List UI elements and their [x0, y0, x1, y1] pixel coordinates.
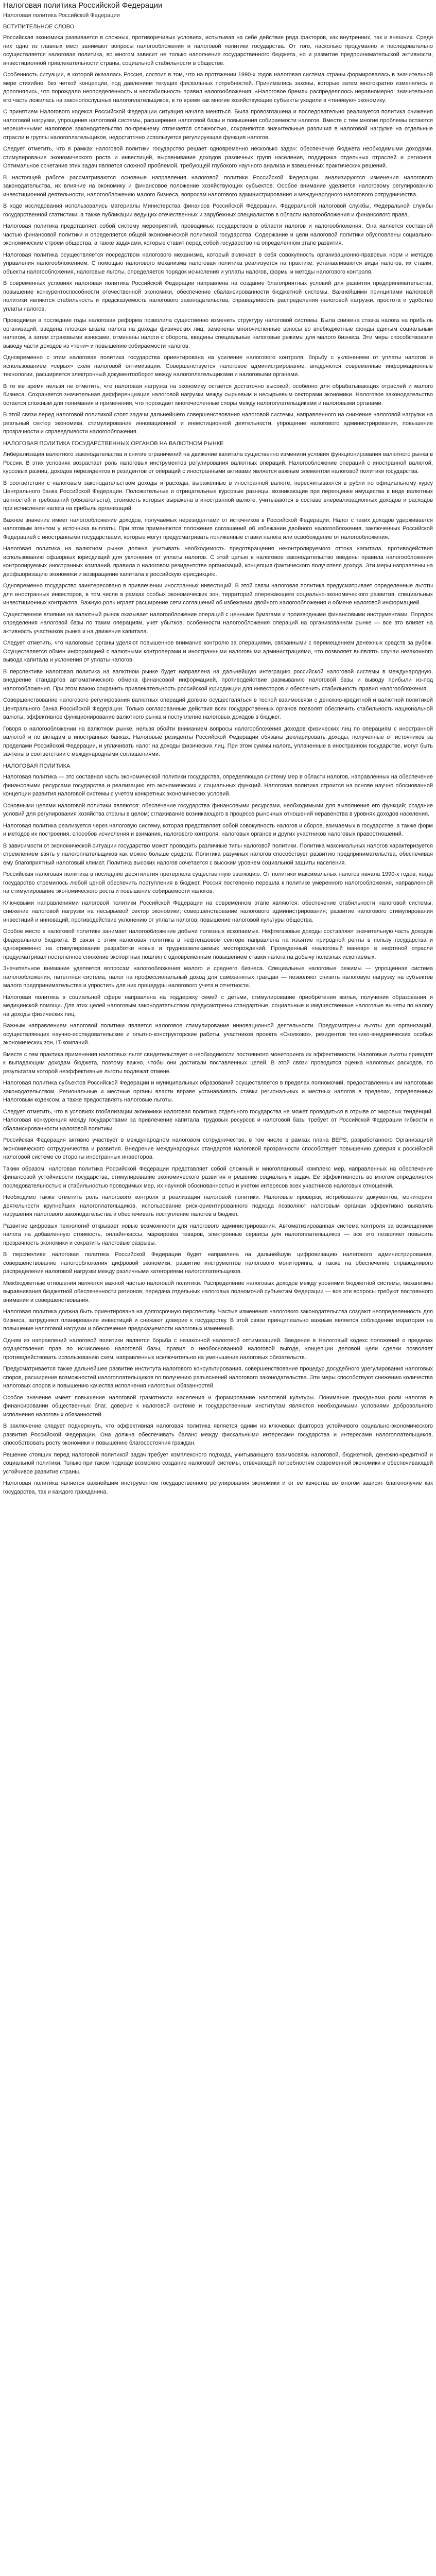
paragraph: Совершенствование налогового регулирования валютных операций должно осуществляться в тесной взаимосвязи с денежно-кредитной и валютной политикой Центрального банка Российской Федерации. Только согласованные действия всех государственных органов позволят обеспечить стабильность национальной валюты, эффективное функционирование валютного рынка и поступление налоговых доходов в бюджет. [3, 697, 433, 720]
paragraph: Предусматривается также дальнейшее развитие института налогового консультирования, совершенствование процедур досудебного урегулирования налоговых споров, расширение возможностей налогоплательщиков по получению разъяснений налогового законодательства. Эти меры способствуют снижению количества налоговых споров и повышению качества исполнения налоговых обязанностей. [3, 1366, 433, 1389]
paragraph: Налоговая политика должна быть ориентирована на долгосрочную перспективу. Частые изменения налогового законодательства создают неопределенность для бизнеса, затрудняют планирование инвестиций и снижают доверие к государству. В этой связи принципиально важным является соблюдение моратория на повышение налоговой нагрузки и обеспечение предсказуемости налоговых изменений. [3, 1309, 433, 1332]
document-body [3, 23, 433, 1497]
paragraph: Важным направлением налоговой политики является налоговое стимулирование инновационной деятельности. Предусмотрены льготы для организаций, осуществляющих научно-исследовательские и опытно-конструкторские работы, участников проекта «Сколково», резидентов технико-внедренческих особых экономических зон, IT-компаний. [3, 1023, 433, 1046]
paragraph: Налоговая политика на валютном рынке должна учитывать необходимость предотвращения неконтролируемого оттока капитала, противодействия использованию офшорных юрисдикций для уклонения от уплаты налогов. С этой целью в налоговое законодательство введены правила налогообложения контролируемых иностранных компаний, правила о налоговом резидентстве организаций, концепция фактического получателя дохода. Эти меры направлены на деофшоризацию экономики и возвращение капитала в российскую юрисдикцию. [3, 546, 433, 578]
paragraph: Следует отметить, что налоговые органы уделяют повышенное внимание контролю за операциями, связанными с перемещением денежных средств за рубеж. Осуществляется обмен информацией с валютными контролерами и иностранными налоговыми администрациями, что позволяет выявлять случаи незаконного вывода капитала и уклонения от уплаты налогов. [3, 640, 433, 663]
paragraph: Ключевыми направлениями налоговой политики Российской Федерации на современном этапе являются: обеспечение стабильности налоговой системы; снижение налоговой нагрузки на несырьевой сектор экономики; совершенствование налогового администрирования; развитие налогового стимулирования инвестиций и инноваций; противодействие уклонению от уплаты налогов; повышение налоговой культуры общества. [3, 900, 433, 923]
paragraph: В то же время нельзя не отметить, что налоговая нагрузка на экономику остается достаточно высокой, особенно для обрабатывающих отраслей и малого бизнеса. Сохраняется значительная дифференциация налоговой нагрузки между сырьевым и несырьевым секторами экономики. Налоговое законодательство остается сложным для понимания и применения, что порождает многочисленные споры между налогоплательщиками и налоговыми органами. [3, 383, 433, 406]
paragraph: В зависимости от экономической ситуации государство может проводить различные типы налоговой политики. Политика максимальных налогов характеризуется стремлением взять у налогоплательщиков как можно больше средств. Политика разумных налогов способствует развитию предпринимательства, обеспечивая ему благоприятный налоговый климат. Политика высоких налогов сочетается с высоким уровнем социальной защиты населения. [3, 842, 433, 866]
paragraph: Значительное внимание уделяется вопросам налогообложения малого и среднего бизнеса. Специальные налоговые режимы — упрощенная система налогообложения, патентная система, налог на профессиональный доход для самозанятых граждан — позволяют снизить налоговую нагрузку на субъектов малого предпринимательства и упростить для них процедуры налогового учета и отчетности. [3, 965, 433, 989]
paragraph: Одновременно государство заинтересовано в привлечении иностранных инвестиций. В этой связи налоговая политика предусматривает определенные льготы для иностранных инвесторов, в том числе в рамках особых экономических зон, территорий опережающего социально-экономического развития, специальных инвестиционных контрактов. Важную роль играет расширение сети соглашений об избежании двойного налогообложения и обмене налоговой информацией. [3, 583, 433, 606]
section-heading: НАЛОГОВАЯ ПОЛИТИКА [3, 762, 71, 769]
paragraph: В заключение следует подчеркнуть, что эффективная налоговая политика является одним из ключевых факторов устойчивого социально-экономического развития Российской Федерации. Она должна обеспечивать баланс между фискальными интересами государства и интересами налогоплательщиков, способствовать росту экономики и повышению благосостояния граждан. [3, 1423, 433, 1446]
paragraph: Существенное влияние на валютный рынок оказывает налогообложение операций с ценными бумагами и производными финансовыми инструментами. Порядок определения налоговой базы по таким операциям, учет убытков, особенности налогообложения операций на организованном рынке — все это влияет на активность участников рынка и на движение капитала. [3, 611, 433, 635]
paragraph: Одновременно с этим налоговая политика государства ориентирована на усиление налогового контроля, борьбу с уклонением от уплаты налогов и использованием «серых» схем налоговой оптимизации. Совершенствуется налоговое администрирование, внедряются современные информационные технологии, расширяется электронный документооборот между налогоплательщиками и налоговыми органами. [3, 354, 433, 378]
paragraph: Налоговая политика субъектов Российской Федерации и муниципальных образований осуществляется в пределах полномочий, предоставленных им налоговым законодательством. Региональные и местные органы власти вправе устанавливать ставки региональных и местных налогов в пределах, определенных Налоговым кодексом, а также предоставлять налоговые льготы. [3, 1080, 433, 1103]
paragraph: В ходе исследования использовались материалы Министерства финансов Российской Федерации, Федеральной налоговой службы, Федеральной службы государственной статистики, а также публикации ведущих отечественных и зарубежных специалистов в области налогообложения и финансового права. [3, 203, 433, 218]
paragraph: Говоря о налогообложении на валютном рынке, нельзя обойти вниманием вопросы налогообложения доходов физических лиц по операциям с иностранной валютой и по вкладам в иностранных банках. Налоговые резиденты Российской Федерации обязаны декларировать доходы, полученные от источников за пределами Российской Федерации, и уплачивать налог на доходы физических лиц. При этом суммы налога, уплаченные в иностранном государстве, могут быть зачтены в соответствии с международными соглашениями. [3, 725, 433, 757]
paragraph: Особое место в налоговой политике занимает налогообложение добычи полезных ископаемых. Нефтегазовые доходы составляют значительную часть доходов федерального бюджета. В связи с этим налоговая политика в нефтегазовом секторе направлена на изъятие природной ренты в пользу государства и одновременно на стимулирование разработки новых и трудноизвлекаемых месторождений. Проведенный «налоговый маневр» в нефтяной отрасли предусматривал постепенное снижение экспортных пошлин с одновременным повышением ставки налога на добычу полезных ископаемых. [3, 928, 433, 960]
paragraph: Следует отметить, что в рамках налоговой политики государство решает одновременно несколько задач: обеспечение бюджета необходимыми доходами, стимулирование экономического роста и инвестиций, выравнивание доходов различных групп населения, поддержка отдельных отраслей и регионов. Оптимальное сочетание этих задач является сложной проблемой, требующей глубокого научного анализа и взвешенных практических решений. [3, 146, 433, 169]
paragraph: Проводимая в последние годы налоговая реформа позволила существенно изменить структуру налоговой системы. Была снижена ставка налога на прибыль организаций, введена плоская шкала налога на доходы физических лиц, заменены многочисленные взносы во внебюджетные фонды единым социальным налогом, а затем страховыми взносами, отменены налоги с оборота, введены специальные налоговые режимы для малого бизнеса. Эти меры способствовали выводу части доходов из «тени» и повышению собираемости налогов. [3, 317, 433, 349]
paragraph: Необходимо также отметить роль налогового контроля в реализации налоговой политики. Налоговые проверки, истребование документов, мониторинг деятельности крупнейших налогоплательщиков, использование риск-ориентированного подхода позволяют налоговым органам эффективно выявлять нарушения налогового законодательства и обеспечивать поступление налогов в бюджет. [3, 1194, 433, 1217]
paragraph: Важное значение имеет налогообложение доходов, получаемых нерезидентами от источников в Российской Федерации. Налог с таких доходов удерживается налоговым агентом у источника выплаты. При этом применяются положения соглашений об избежании двойного налогообложения, заключенных Российской Федерацией с иностранными государствами, которые могут предусматривать пониженные ставки налога или освобождение от налогообложения. [3, 517, 433, 540]
paragraph: Одним из направлений налоговой политики является борьба с незаконной налоговой оптимизацией. Введение в Налоговый кодекс положений о пределах осуществления прав по исчислению налоговой базы, правил о необоснованной налоговой выгоде, концепции деловой цели сделки позволяет противодействовать использованию схем, направленных исключительно на уменьшение налоговых обязательств. [3, 1337, 433, 1361]
paragraph: Налоговая политика является важнейшим инструментом государственного регулирования экономики и от ее качества во многом зависит благополучие как государства, так и каждого гражданина. [3, 1480, 433, 1495]
paragraph: Налоговая политика реализуется через налоговую систему, которая представляет собой совокупность налогов и сборов, взимаемых в государстве, а также форм и методов их построения, способов исчисления и взимания, налогового контроля, налоговых органов и других участников налоговых правоотношений. [3, 822, 433, 837]
document-title: Налоговая политика Российской Федерации [3, 1, 163, 10]
paragraph: Решение стоящих перед налоговой политикой задач требует комплексного подхода, учитывающего взаимосвязь налоговой, бюджетной, денежно-кредитной и социальной политики. Только при таком подходе возможно создание налоговой системы, отвечающей потребностям современной экономики и обеспечивающей устойчивое развитие страны. [3, 1451, 433, 1475]
paragraph: Развитие цифровых технологий открывает новые возможности для налогового администрирования. Автоматизированная система контроля за возмещением налога на добавленную стоимость, онлайн-кассы, маркировка товаров, электронные сервисы для налогоплательщиков — все это позволяет повысить прозрачность экономики и сократить налоговые разрывы. [3, 1223, 433, 1246]
paragraph: В перспективе налоговая политика Российской Федерации будет направлена на дальнейшую цифровизацию налогового администрирования, совершенствование налогообложения цифровой экономики, развитие инструментов налогового мониторинга, а также на обеспечение справедливого распределения налоговой нагрузки между различными категориями налогоплательщиков. [3, 1251, 433, 1275]
paragraph: В соответствии с налоговым законодательством доходы и расходы, выраженные в иностранной валюте, пересчитываются в рубли по официальному курсу Центрального банка Российской Федерации. Положительные и отрицательные курсовые разницы, возникающие при переоценке имущества в виде валютных ценностей и требований (обязательств), стоимость которых выражена в иностранной валюте, учитываются в составе внереализационных доходов и расходов при исчислении налога на прибыль организаций. [3, 480, 433, 512]
paragraph: Следует отметить, что в условиях глобализации экономики налоговая политика отдельного государства не может проводиться в отрыве от мировых тенденций. Налоговая конкуренция между государствами за привлечение капитала, трудовых ресурсов и налоговой базы требует от Российской Федерации гибкости и сбалансированности налоговой политики. [3, 1108, 433, 1132]
paragraph: Налоговая политика в социальной сфере направлена на поддержку семей с детьми, стимулирование приобретения жилья, получения образования и медицинской помощи. Для этих целей налоговым законодательством предусмотрены стандартные, социальные и имущественные налоговые вычеты по налогу на доходы физических лиц. [3, 994, 433, 1018]
paragraph: Налоговая политика осуществляется посредством налогового механизма, который включает в себя совокупность организационно-правовых норм и методов управления налогообложением. С помощью налогового механизма налоговая политика реализуется на практике: устанавливаются виды налогов, их ставки, объекты налогообложения, налоговые льготы, определяется порядок исчисления и уплаты налогов, формы и методы налогового контроля. [3, 251, 433, 275]
paragraph: Вместе с тем практика применения налоговых льгот свидетельствует о необходимости постоянного мониторинга их эффективности. Налоговые льготы приводят к выпадающим доходам бюджета, поэтому важно, чтобы они достигали поставленных целей. В этой связи проводится оценка налоговых расходов, по результатам которой неэффективные льготы подлежат отмене. [3, 1051, 433, 1075]
paragraph: Особое значение имеет повышение налоговой грамотности населения и формирование налоговой культуры. Понимание гражданами роли налогов в финансировании общественных благ, доверие к налоговой системе и государственным институтам являются необходимыми условиями добровольного исполнения налоговых обязанностей. [3, 1394, 433, 1418]
paragraph: Налоговая политика — это составная часть экономической политики государства, определяющая систему мер в области налогов, направленных на обеспечение финансовыми ресурсами государства и реализацию его экономических и социальных функций. Налоговая политика строится на основе научно обоснованной концепции развития налоговой системы с учетом конкретных экономических условий. [3, 774, 433, 797]
paragraph: В настоящей работе рассматриваются основные направления налоговой политики Российской Федерации, анализируются изменения налогового законодательства, их влияние на экономику и финансовое положение хозяйствующих субъектов. Особое внимание уделяется налоговому регулированию инвестиционной деятельности, налогообложению малого бизнеса, вопросам налогового администрирования и международного налогового сотрудничества. [3, 174, 433, 198]
paragraph: С принятием Налогового кодекса Российской Федерации ситуация начала меняться. Была провозглашена и последовательно реализуется политика снижения налоговой нагрузки, упрощения налоговой системы, расширения налоговой базы и повышения собираемости налогов. Вместе с тем многие проблемы остаются нерешенными: налоговое законодательство по-прежнему отличается сложностью, сохраняются значительные различия в налоговой нагрузке на отдельные отрасли и группы налогоплательщиков, недостаточно используется регулирующая функция налогов. [3, 109, 433, 141]
paragraph: В перспективе налоговая политика на валютном рынке будет направлена на дальнейшую интеграцию российской налоговой системы в международную, внедрение стандартов автоматического обмена финансовой информацией, противодействие размыванию налоговой базы и выводу прибыли из-под налогообложения. При этом важно сохранить привлекательность российской юрисдикции для инвесторов и обеспечить стабильность правил налогообложения. [3, 668, 433, 692]
paragraph: В современных условиях налоговая политика Российской Федерации направлена на создание благоприятных условий для развития предпринимательства, повышение конкурентоспособности отечественной экономики, обеспечение сбалансированности бюджетной системы. Важнейшими принципами налоговой политики являются стабильность и предсказуемость налогового законодательства, справедливость распределения налоговой нагрузки, простота и удобство уплаты налогов. [3, 280, 433, 312]
section-heading: НАЛОГОВАЯ ПОЛИТИКА ГОСУДАРСТВЕННЫХ ОРГАНОВ НА ВАЛЮТНОМ РЫНКЕ [3, 440, 224, 447]
paragraph: Российская экономика развивается в сложных, противоречивых условиях, испытывая на себе действие ряда факторов, как внутренних, так и внешних. Среди них одно из главных мест занимают вопросы налогообложения и налоговой политики государства. От того, насколько продуманно и последовательно осуществляется налоговая политика, во многом зависит не только наполнение государственного бюджета, но и развитие предпринимательской активности, инвестиционной привлекательности страны, социальной стабильности в обществе. [3, 35, 433, 66]
paragraph: Налоговая политика представляет собой систему мероприятий, проводимых государством в области налогов и налогообложения. Она является составной частью финансовой политики и определяется общей экономической политикой государства. Содержание и цели налоговой политики обусловлены социально-экономическим строем общества, а также задачами, которые ставит перед собой государство на определенном этапе развития. [3, 223, 433, 246]
document-subtitle: Налоговая политика Российской Федерации [3, 12, 120, 19]
paragraph: Таким образом, налоговая политика Российской Федерации представляет собой сложный и многоплановый комплекс мер, направленных на обеспечение финансовой устойчивости государства, стимулирование экономического развития и решение социальных задач. Ее эффективность во многом определяется последовательностью и стабильностью проводимых мер, их научной обоснованностью и учетом интересов всех участников налоговых отношений. [3, 1165, 433, 1189]
paragraph: Межбюджетные отношения являются важной частью налоговой политики. Распределение налоговых доходов между уровнями бюджетной системы, механизмы выравнивания бюджетной обеспеченности регионов, передача отдельных налоговых полномочий субъектам Федерации — все эти вопросы требуют постоянного внимания и совершенствования. [3, 1280, 433, 1303]
paragraph: Российская Федерация активно участвует в международном налоговом сотрудничестве, в том числе в рамках плана BEPS, разработанного Организацией экономического сотрудничества и развития. Внедрение международных стандартов налоговой прозрачности способствует повышению доверия к российской налоговой системе со стороны иностранных инвесторов. [3, 1137, 433, 1160]
paragraph: Особенность ситуации, в которой оказалась Россия, состоит в том, что на протяжении 1990-х годов налоговая система страны формировалась в значительной мере стихийно, без четкой концепции, под давлением текущих фискальных потребностей. Принимались законы, которые затем многократно изменялись и дополнялись, что порождало неопределенность и нестабильность правил налогообложения. «Налоговое бремя» распределялось неравномерно: значительная его часть ложилась на законопослушных налогоплательщиков, в то время как многие хозяйствующие субъекты уходили в «теневую» экономику. [3, 72, 433, 104]
paragraph: Российская налоговая политика в последние десятилетия претерпела существенную эволюцию. От политики максимальных налогов начала 1990-х годов, когда государство стремилось любой ценой обеспечить поступления в бюджет, Россия постепенно перешла к политике умеренного налогообложения, направленной на стимулирование экономического роста и повышение собираемости налогов. [3, 871, 433, 894]
section-heading: ВСТУПИТЕЛЬНОЕ СЛОВО [3, 23, 75, 30]
paragraph: Основными целями налоговой политики являются: обеспечение государства финансовыми ресурсами, необходимыми для выполнения его функций; создание условий для регулирования хозяйства страны в целом; сглаживание возникающего в процессе рыночных отношений неравенства в уровнях доходов населения. [3, 802, 433, 817]
paragraph: В этой связи перед налоговой политикой стоят задачи дальнейшего совершенствования налоговой системы, направленного на снижение налоговой нагрузки на реальный сектор экономики, стимулирование инновационной и инвестиционной деятельности, упрощение налогового администрирования, повышение прозрачности и справедливости налогообложения. [3, 412, 433, 435]
paragraph: Либерализация валютного законодательства и снятие ограничений на движение капитала существенно изменили условия функционирования валютного рынка в России. В этих условиях возрастает роль налоговых инструментов регулирования валютных операций. Налогообложение операций с иностранной валютой, курсовых разниц, доходов нерезидентов и резидентов от операций с иностранными активами является важным элементом налоговой политики государства. [3, 451, 433, 474]
